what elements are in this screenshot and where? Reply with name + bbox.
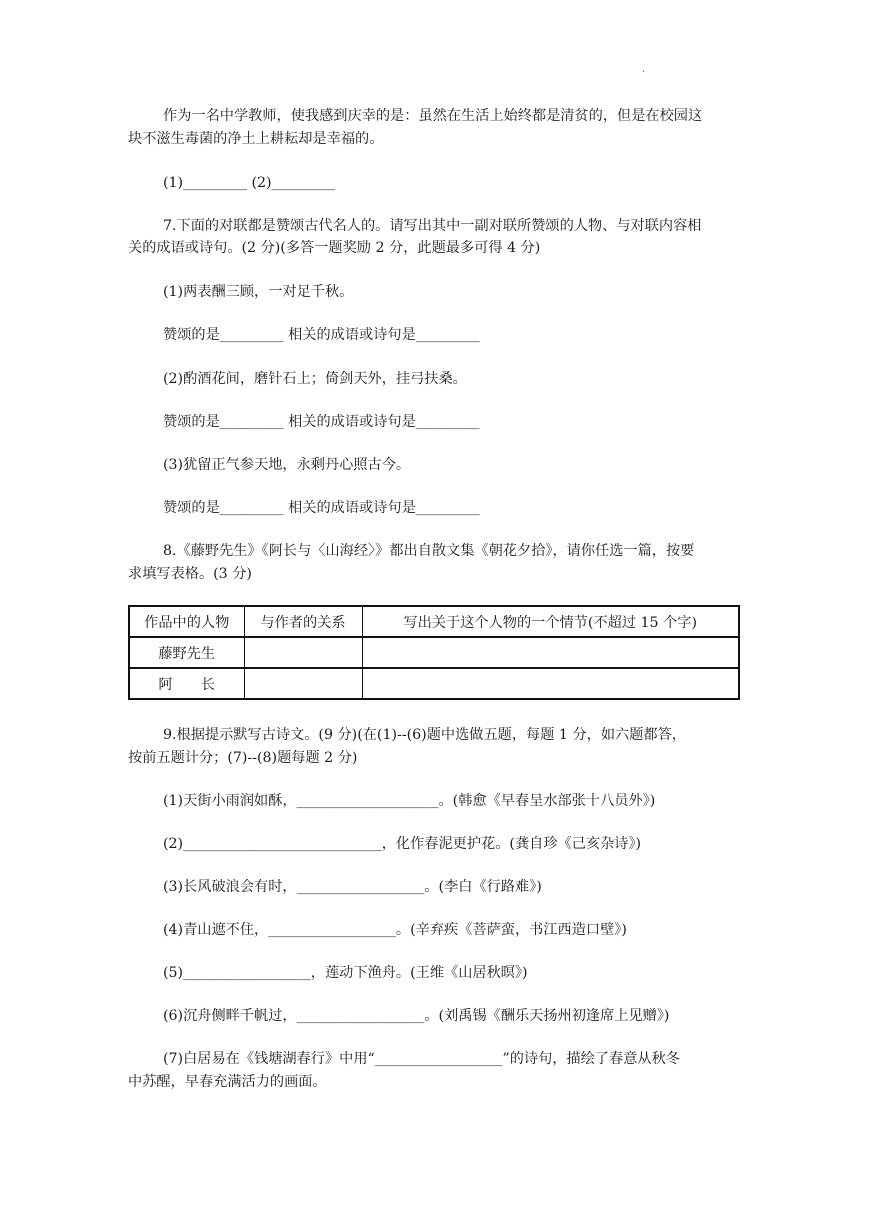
q7-couplet-3: (3)犹留正气参天地，永剩丹心照古今。: [163, 457, 411, 473]
q8-stem-line-1: 8.《藤野先生》《阿长与〈山海经〉》都出自散文集《朝花夕拾》，请你任选一篇，按要: [163, 543, 695, 559]
row-character: 阿 长: [129, 668, 244, 699]
q9-item-1: (1)天街小雨润如酥，____________________。(韩愈《早春呈水部张十八员外》): [163, 793, 656, 809]
table-header-row: [129, 606, 739, 637]
q7-answer-3: 赞颂的是_________ 相关的成语或诗句是_________: [163, 500, 480, 516]
q7-stem-line-1: 7.下面的对联都是赞颂古代名人的。请写出其中一副对联所赞颂的人物、与对联内容相: [163, 218, 702, 234]
q9-stem-line-2: 按前五题计分；(7)--(8)题每题 2 分): [128, 750, 358, 766]
q7-couplet-2: (2)酌酒花间，磨针石上；倚剑天外，挂弓扶桑。: [163, 371, 467, 387]
q8-answer-table: [128, 605, 740, 700]
header-plot: 写出关于这个人物的一个情节(不超过 15 个字): [362, 606, 739, 637]
q7-answer-2: 赞颂的是_________ 相关的成语或诗句是_________: [163, 414, 480, 430]
table-row: [129, 637, 739, 668]
header-relation: 与作者的关系: [244, 606, 362, 637]
q9-stem-line-1: 9.根据提示默写古诗文。(9 分)(在(1)--(6)题中选做五题，每题 1 分，如六题都答，: [163, 727, 686, 743]
q9-item-7-line-2: 中苏醒，早春充满活力的画面。: [128, 1074, 327, 1090]
q7-couplet-1: (1)两表酬三顾，一对足千秋。: [163, 284, 354, 300]
header-character: 作品中的人物: [129, 606, 244, 637]
q9-item-3: (3)长风破浪会有时，__________________。(李白《行路难》): [163, 879, 542, 895]
q9-item-7-line-1: (7)白居易在《钱塘湖春行》中用“__________________”的诗句，描绘了春意从秋冬: [163, 1051, 680, 1067]
intro-line-1: 作为一名中学教师，使我感到庆幸的是：虽然在生活上始终都是清贫的，但是在校园这: [163, 108, 703, 124]
table-row: [129, 668, 739, 699]
q9-item-2: (2)____________________________，化作春泥更护花。(龚自珍《己亥杂诗》): [163, 836, 642, 852]
q9-item-4: (4)青山遮不住，__________________。(辛弃疾《菩萨蛮，书江西造口壁》): [163, 922, 627, 938]
corner-mark: .: [642, 64, 646, 75]
row-relation-cell[interactable]: [244, 668, 362, 699]
row-character: 藤野先生: [129, 637, 244, 668]
row-plot-cell[interactable]: [362, 668, 739, 699]
q8-stem-line-2: 求填写表格。(3 分): [128, 566, 252, 582]
q7-stem-line-2: 关的成语或诗句。(2 分)(多答一题奖励 2 分，此题最多可得 4 分): [128, 240, 541, 256]
q7-answer-1: 赞颂的是_________ 相关的成语或诗句是_________: [163, 327, 480, 343]
q9-item-5: (5)__________________，莲动下渔舟。(王维《山居秋暝》): [163, 965, 528, 981]
answer-blanks-q6: (1)_________ (2)_________: [163, 175, 336, 191]
q9-item-6: (6)沉舟侧畔千帆过，__________________。(刘禹锡《酬乐天扬州初逢席上见赠》): [163, 1008, 670, 1024]
row-plot-cell[interactable]: [362, 637, 739, 668]
intro-line-2: 块不滋生毒菌的净土上耕耘却是幸福的。: [128, 131, 384, 147]
row-relation-cell[interactable]: [244, 637, 362, 668]
